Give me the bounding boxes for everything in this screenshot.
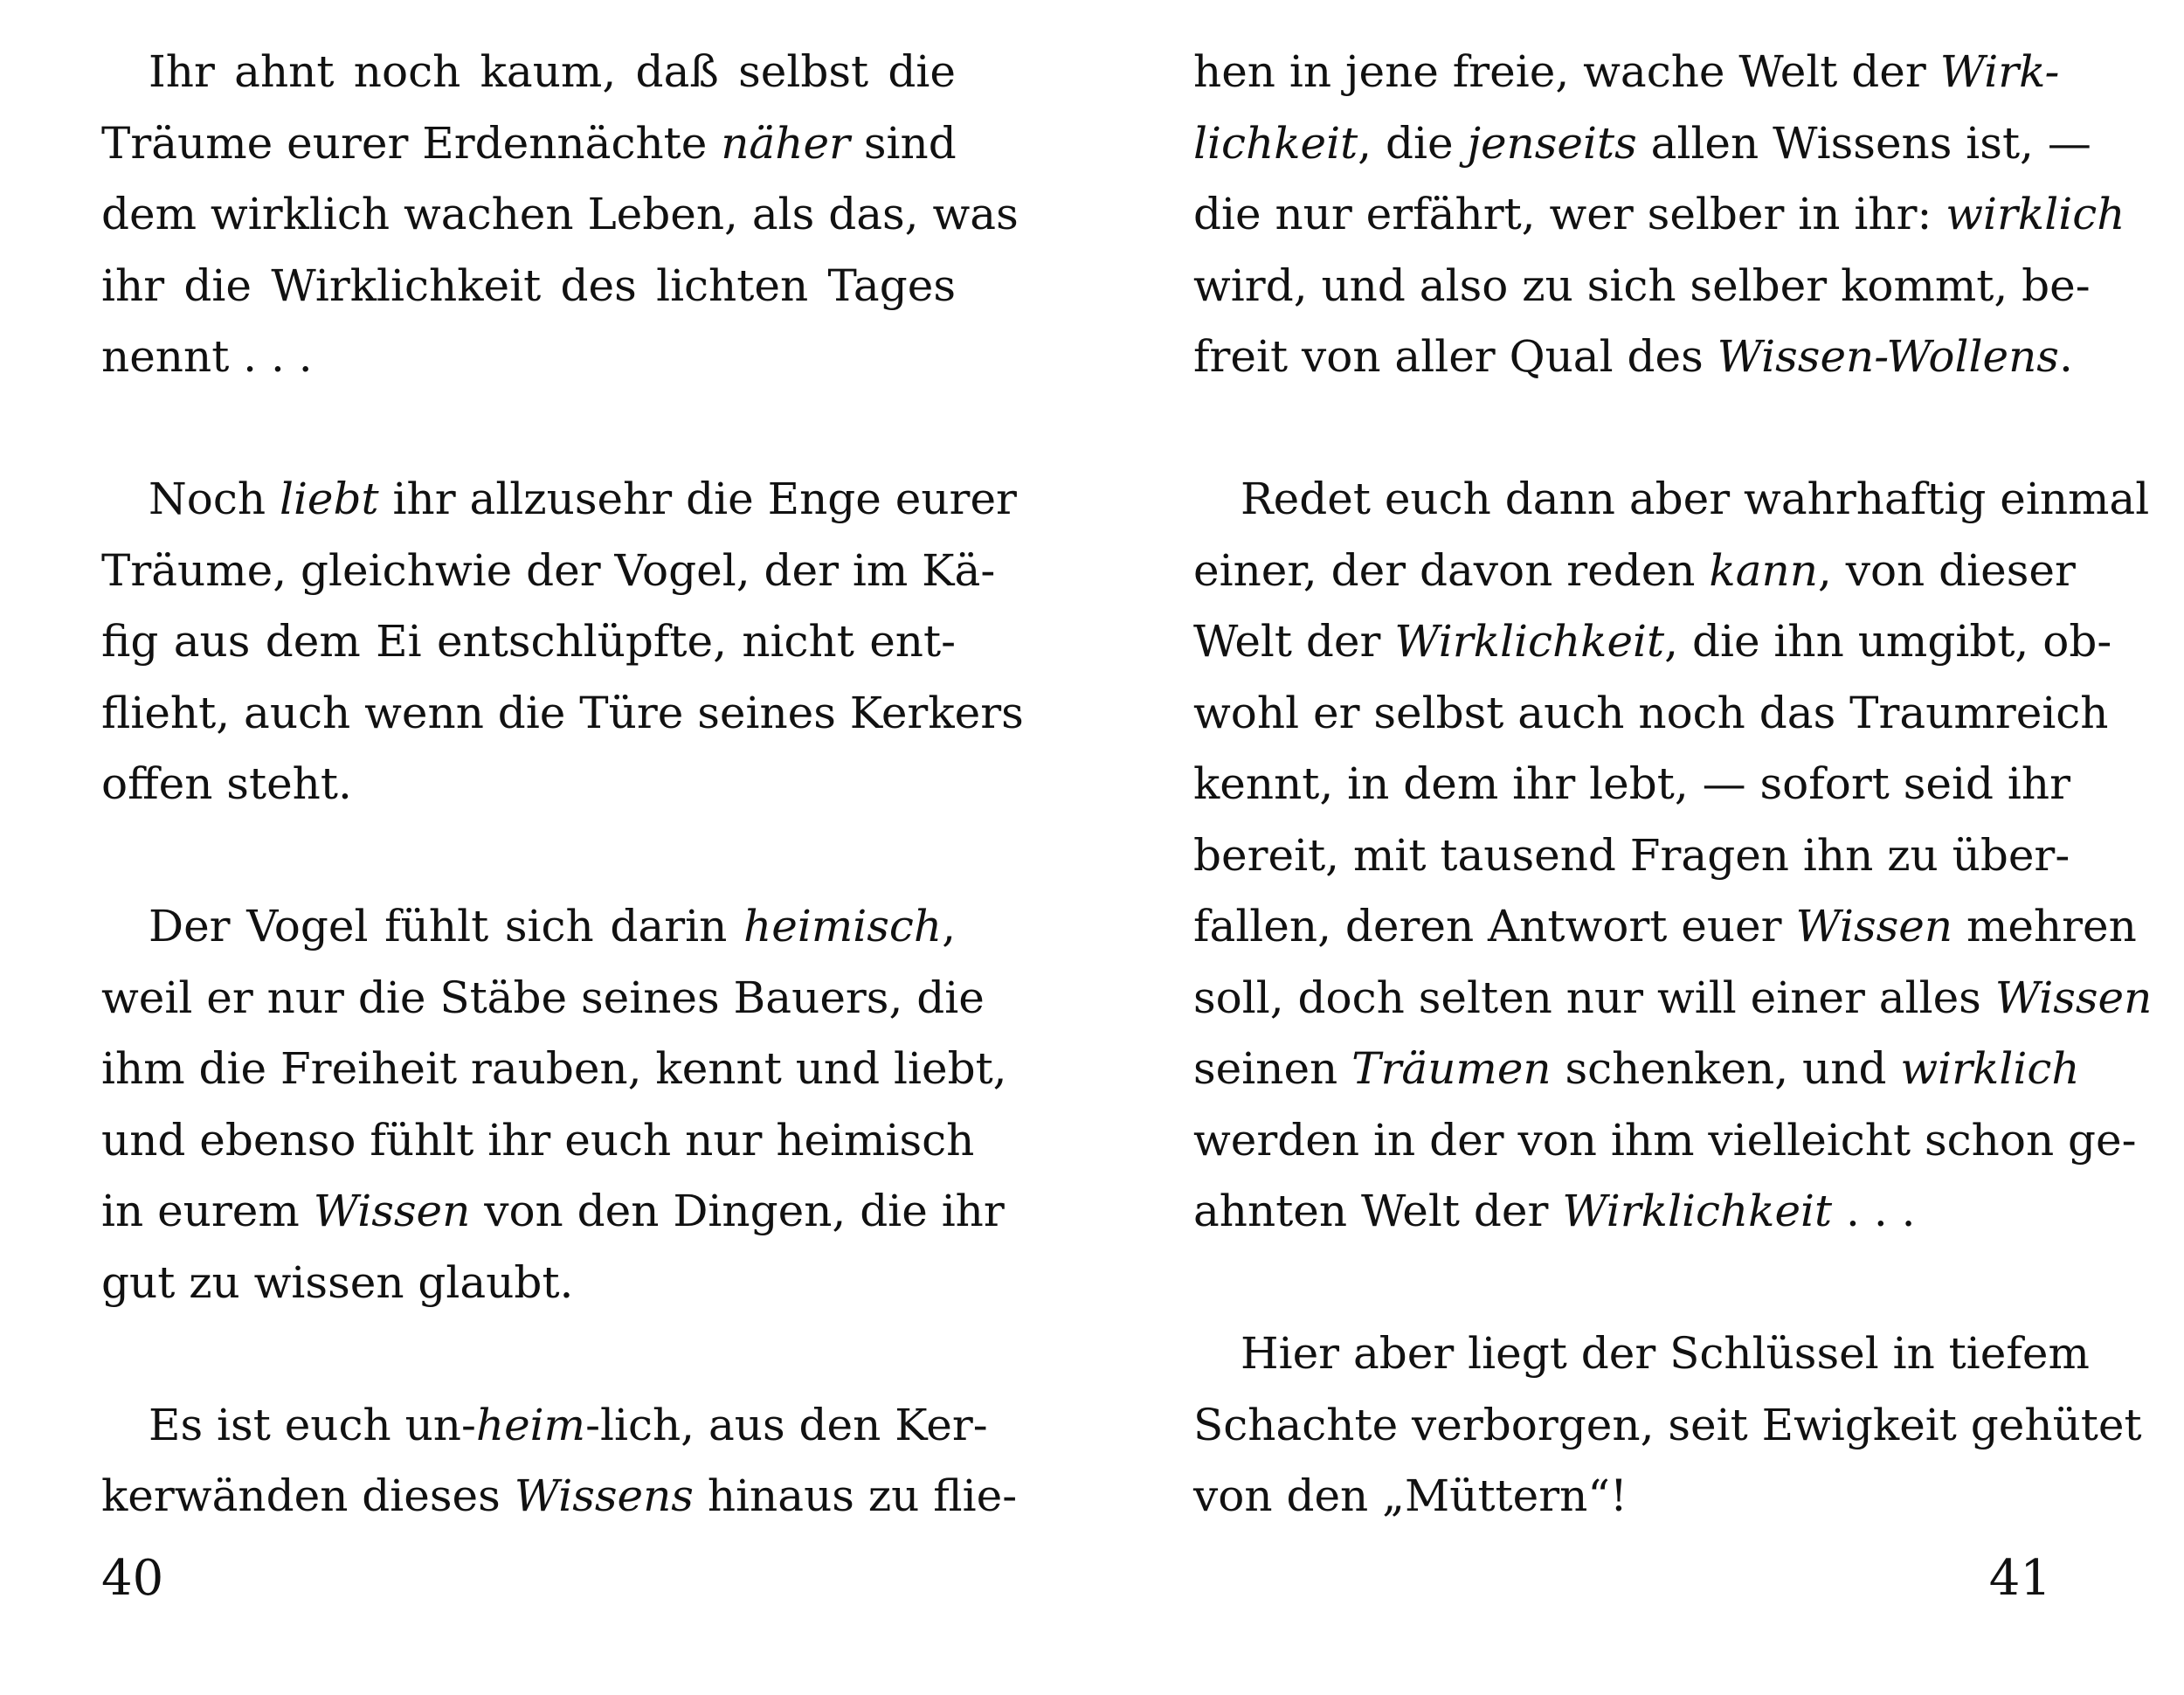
text-line [1193, 322, 2073, 393]
text-segment: -lich, aus den Ker- [585, 1399, 988, 1450]
text-segment: Träume, gleichwie der Vogel, der im Kä- [101, 544, 996, 596]
text-segment: seinen [1193, 1043, 1352, 1094]
text-segment: ihr die Wirklichkeit des lichten Tages [101, 259, 956, 311]
text-line [1193, 536, 2076, 607]
text-segment: . [2058, 331, 2073, 382]
text-line [101, 464, 1017, 536]
text-line [101, 179, 1019, 251]
text-segment: hinaus zu flie- [693, 1470, 1018, 1521]
text-line [101, 963, 985, 1034]
text-line [1193, 749, 2071, 820]
text-segment: Welt der [1193, 616, 1395, 667]
emphasized-text: Wirklichkeit [1562, 1186, 1833, 1236]
text-line [1193, 1390, 2142, 1462]
text-segment: Schachte verborgen, seit Ewigkeit gehütet [1193, 1399, 2142, 1450]
text-segment: wird, und also zu sich selber kommt, be- [1193, 259, 2091, 311]
paragraph [101, 464, 1024, 820]
text-line [101, 37, 956, 108]
emphasized-text: lichkeit [1193, 117, 1358, 169]
text-line [101, 1248, 956, 1319]
emphasized-text: Wissen-Wollens [1717, 331, 2059, 382]
text-segment: Hier aber liegt der Schlüssel in tiefem [1241, 1328, 2090, 1379]
text-line [101, 1176, 1005, 1248]
text-segment: , [942, 901, 956, 951]
text-segment: dem wirklich wachen Leben, als das, was [101, 189, 1019, 239]
text-line [101, 536, 996, 607]
text-segment: Es ist euch un- [149, 1399, 476, 1450]
text-segment: ahnten Welt der [1193, 1186, 1563, 1236]
text-line [101, 678, 1024, 750]
text-line [101, 1034, 1007, 1105]
text-line [1193, 1461, 2048, 1532]
emphasized-text: wirklich [1900, 1043, 2080, 1094]
text-line [1193, 1034, 2080, 1105]
text-line [1193, 1105, 2137, 1177]
emphasized-text: Wissens [514, 1470, 694, 1521]
text-line [1193, 1318, 2090, 1390]
emphasized-text: heimisch [743, 901, 943, 951]
text-line [1193, 678, 2109, 750]
text-segment: nennt . . . [101, 331, 313, 382]
text-line [1193, 891, 2137, 963]
emphasized-text: Wissen [1795, 901, 1953, 951]
text-segment: flieht, auch wenn die Türe seines Kerkers [101, 687, 1024, 738]
text-segment: . . . [1832, 1186, 1916, 1236]
text-line [1193, 820, 2070, 892]
text-segment: einer, der davon reden [1193, 544, 1710, 596]
text-line [101, 606, 956, 678]
text-line [101, 1105, 975, 1177]
text-segment: , die [1358, 117, 1468, 169]
text-line [1193, 251, 2091, 322]
text-segment: , von dieser [1817, 544, 2076, 596]
emphasized-text: jenseits [1467, 117, 1637, 169]
text-segment: die nur erfährt, wer selber in ihr: [1193, 189, 1946, 239]
paragraph [101, 1390, 1018, 1532]
text-segment: weil er nur die Stäbe seines Bauers, die [101, 972, 985, 1023]
emphasized-text: kann [1709, 544, 1818, 596]
text-segment: sind [849, 117, 957, 169]
paragraph [101, 37, 1019, 393]
paragraph [101, 891, 1007, 1318]
text-line [101, 251, 956, 322]
left-page-text [101, 37, 1024, 1532]
paragraph [1193, 464, 2153, 1248]
text-segment: werden in der von ihm vielleicht schon ge- [1193, 1114, 2137, 1166]
text-line [101, 1461, 1018, 1532]
text-segment: allen Wissens ist, — [1636, 117, 2091, 169]
text-segment: gut zu wissen glaubt. [101, 1256, 574, 1308]
text-segment: mehren [1952, 901, 2137, 951]
text-segment: schenken, und [1551, 1043, 1901, 1094]
emphasized-text: liebt [279, 474, 379, 524]
emphasized-text: Träumen [1351, 1043, 1552, 1094]
text-segment: freit von aller Qual des [1193, 331, 1717, 382]
text-segment: Ihr ahnt noch kaum, daß selbst die [149, 46, 956, 97]
emphasized-text: näher [721, 117, 850, 169]
text-line [101, 322, 956, 393]
text-line [101, 108, 956, 180]
text-line [1193, 37, 2060, 108]
text-segment: kerwänden dieses [101, 1470, 515, 1521]
text-segment: Der Vogel fühlt sich darin [149, 901, 744, 951]
text-line [101, 891, 956, 963]
text-segment: offen steht. [101, 758, 352, 809]
right-page [1092, 0, 2184, 1695]
text-line [1193, 179, 2125, 251]
text-segment: wohl er selbst auch noch das Traumreich [1193, 687, 2109, 738]
text-line [1193, 606, 2112, 678]
text-segment: ihr allzusehr die Enge eurer [378, 474, 1017, 524]
text-line [1193, 1176, 2048, 1248]
text-segment: kennt, in dem ihr lebt, — sofort seid ihr [1193, 758, 2071, 809]
emphasized-text: Wissen [313, 1186, 471, 1236]
text-line [101, 1390, 988, 1462]
emphasized-text: Wissen [1994, 972, 2153, 1023]
text-line [1193, 464, 2150, 536]
text-segment: von den „Müttern“! [1193, 1470, 1628, 1521]
text-segment: Redet euch dann aber wahrhaftig einmal [1241, 474, 2150, 524]
paragraph [1193, 1318, 2142, 1532]
text-line [1193, 963, 2153, 1034]
page-number-left: 40 [101, 1550, 164, 1607]
text-segment: und ebenso fühlt ihr euch nur heimisch [101, 1114, 975, 1166]
text-segment: bereit, mit tausend Fragen ihn zu über- [1193, 829, 2070, 881]
text-segment: fallen, deren Antwort euer [1193, 901, 1796, 951]
text-segment: hen in jene freie, wache Welt der [1193, 46, 1940, 97]
paragraph [1193, 37, 2125, 393]
emphasized-text: Wirk- [1939, 46, 2060, 97]
text-segment: von den Dingen, die ihr [470, 1186, 1005, 1236]
text-line [101, 749, 956, 820]
emphasized-text: Wirklichkeit [1394, 616, 1665, 667]
emphasized-text: heim [475, 1399, 586, 1450]
text-segment: Träume eurer Erdennächte [101, 117, 722, 169]
emphasized-text: wirklich [1946, 189, 2125, 239]
text-segment: in eurem [101, 1186, 314, 1236]
page-number-right: 41 [1988, 1550, 2051, 1607]
text-segment: fig aus dem Ei entschlüpfte, nicht ent- [101, 616, 956, 667]
right-page-text [1193, 37, 2153, 1532]
text-segment: Noch [149, 474, 280, 524]
text-line [1193, 108, 2091, 180]
text-segment: , die ihn umgibt, ob- [1664, 616, 2112, 667]
text-segment: soll, doch selten nur will einer alles [1193, 972, 1995, 1023]
text-segment: ihm die Freiheit rauben, kennt und liebt, [101, 1043, 1007, 1094]
